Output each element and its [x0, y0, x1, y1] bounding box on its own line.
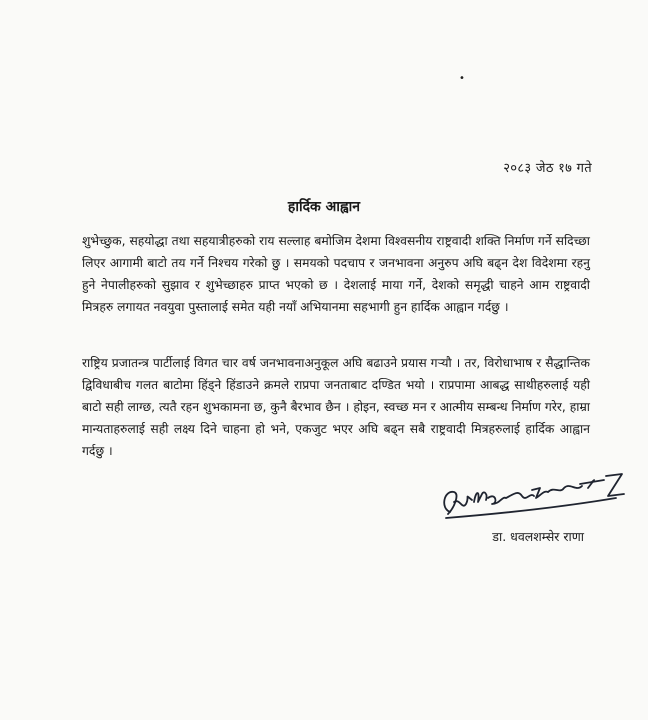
paragraph-1: शुभेच्छुक, सहयोद्धा तथा सहयात्रीहरुको राय सल्लाह बमोजिम देशमा विश्वसनीय राष्ट्रवादी शक्ति निर्माण गर्ने सदिच्छा लिएर आगामी बाटो तय गर्ने निश्चय गरेको छु । समयको पदचाप र जनभावना अनुरुप अघि बढ्न देश विदेशमा रहनु हुने नेपालीहरुको सुझाव र शुभेच्छाहरु प्राप्त भएको छ । देशलाई माया गर्ने, देशको समृद्धी चाहने आम राष्ट्रवादी मित्रहरु लगायत नवयुवा पुस्तालाई समेत यही नयाँ अभियानमा सहभागी हुन हार्दिक आह्वान गर्दछु । [82, 234, 590, 314]
handwritten-signature [436, 468, 636, 530]
page-mark: • [459, 73, 465, 84]
letter-title: हार्दिक आह्वान [287, 199, 361, 215]
letter-date: २०८३ जेठ १७ गते [503, 161, 592, 176]
paragraph-2: राष्ट्रिय प्रजातन्त्र पार्टीलाई विगत चार वर्ष जनभावनाअनुकूल अघि बढाउने प्रयास गर्‍यौ । तर, विरोधाभाष र सैद्धान्तिक द्विविधाबीच गलत बाटोमा हिंड्ने हिंडाउने क्रमले राप्रपा जनताबाट दण्डित भयो । राप्रपामा आबद्ध साथीहरुलाई यही बाटो सही लाग्छ, त्यतै रहन शुभकामना छ, कुनै बैरभाव छैन । होइन, स्वच्छ मन र आत्मीय सम्बन्ध निर्माण गरेर, हाम्रा मान्यताहरुलाई सही लक्ष्य दिने चाहना हो भने, एकजुट भएर अघि बढ्न सबै राष्ट्रवादी मित्रहरुलाई हार्दिक आह्वान गर्दछु । [82, 356, 590, 458]
signer-name: डा. धवलशम्सेर राणा [492, 529, 584, 544]
